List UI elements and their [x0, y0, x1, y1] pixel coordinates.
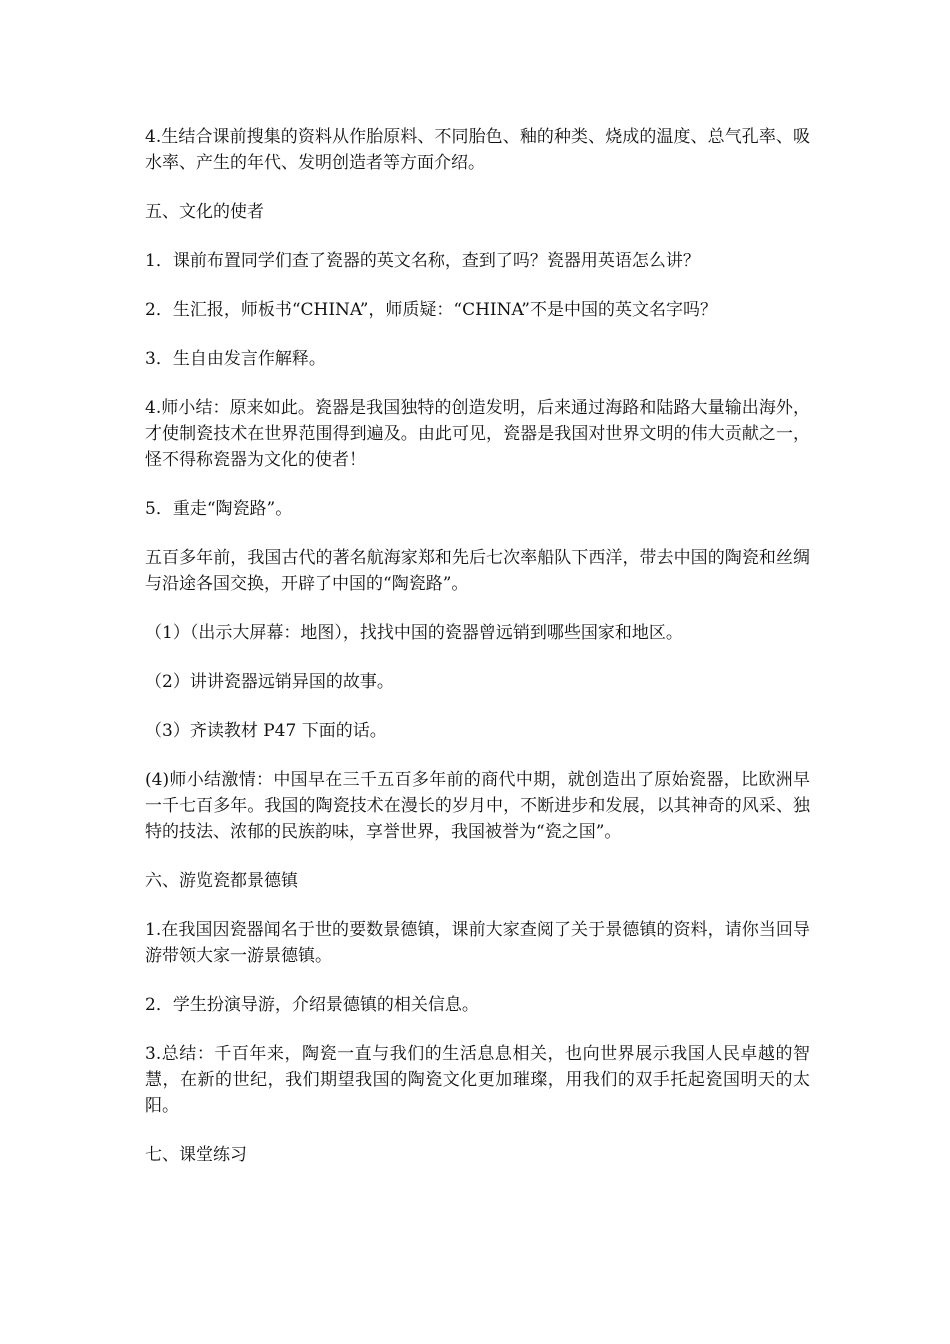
paragraph-intro-item-4: 4.生结合课前搜集的资料从作胎原料、不同胎色、釉的种类、烧成的温度、总气孔率、吸水率、产生的年代、发明创造者等方面介绍。 — [145, 127, 810, 173]
document-body — [145, 124, 810, 1191]
paragraph-item-4: 4.师小结：原来如此。瓷器是我国独特的创造发明，后来通过海路和陆路大量输出海外，才使制瓷技术在世界范围得到遍及。由此可见，瓷器是我国对世界文明的伟大贡献之一，怪不得称瓷器为文化的使者！ — [145, 398, 810, 470]
paragraph-item-2: 2．生汇报，师板书“CHINA”，师质疑：“CHINA”不是中国的英文名字吗？ — [145, 300, 717, 320]
section-heading-6: 六、游览瓷都景德镇 — [145, 871, 298, 891]
section-heading-7: 七、课堂练习 — [145, 1145, 247, 1165]
paragraph-sub-4: (4)师小结激情：中国早在三千五百多年前的商代中期，就创造出了原始瓷器，比欧洲早一千七百多年。我国的陶瓷技术在漫长的岁月中，不断进步和发展，以其神奇的风采、独特的技法、浓郁的民族韵味，享誉世界，我国被誉为“瓷之国”。 — [145, 770, 810, 842]
paragraph-jingdezhen-2: 2．学生扮演导游，介绍景德镇的相关信息。 — [145, 995, 479, 1015]
section-heading-5: 五、文化的使者 — [145, 202, 264, 222]
paragraph-zhenghe: 五百多年前，我国古代的著名航海家郑和先后七次率船队下西洋，带去中国的陶瓷和丝绸与沿途各国交换，开辟了中国的“陶瓷路”。 — [145, 548, 810, 594]
paragraph-item-3: 3．生自由发言作解释。 — [145, 349, 326, 369]
paragraph-sub-1: （1）（出示大屏幕：地图），找找中国的瓷器曾远销到哪些国家和地区。 — [145, 623, 683, 643]
paragraph-sub-3: （3）齐读教材 P47 下面的话。 — [145, 721, 387, 741]
paragraph-item-1: 1．课前布置同学们查了瓷器的英文名称，查到了吗？瓷器用英语怎么讲？ — [145, 251, 700, 271]
paragraph-sub-2: （2）讲讲瓷器远销异国的故事。 — [145, 672, 394, 692]
paragraph-jingdezhen-3: 3.总结：千百年来，陶瓷一直与我们的生活息息相关，也向世界展示我国人民卓越的智慧，在新的世纪，我们期望我国的陶瓷文化更加璀璨，用我们的双手托起瓷国明天的太阳。 — [145, 1044, 810, 1116]
paragraph-item-5: 5．重走“陶瓷路”。 — [145, 499, 293, 519]
paragraph-jingdezhen-1: 1.在我国因瓷器闻名于世的要数景德镇，课前大家查阅了关于景德镇的资料，请你当回导游带领大家一游景德镇。 — [145, 920, 810, 966]
